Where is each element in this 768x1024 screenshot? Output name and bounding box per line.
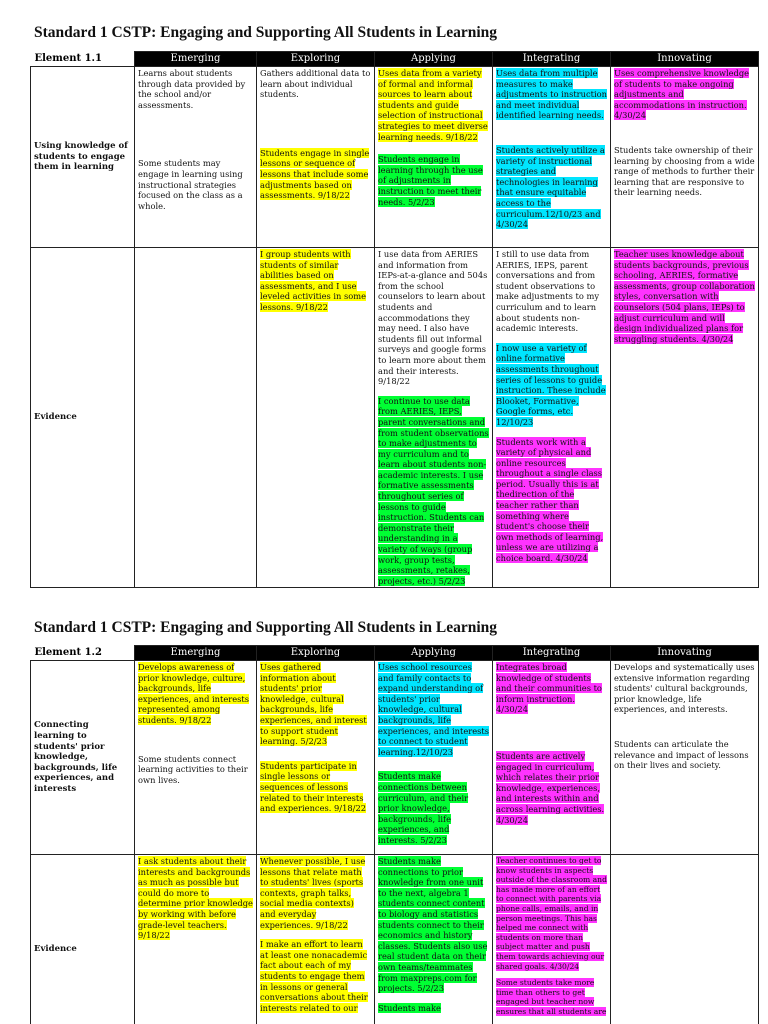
cell-integrating bbox=[493, 661, 611, 855]
cell-text: Students make connections between curriculum, and their prior knowledge, backgrounds, life experiences, and interests. 5/2/23 bbox=[378, 771, 469, 845]
row-label: Evidence bbox=[31, 855, 135, 1024]
element-1-1-table bbox=[30, 51, 759, 588]
cell-applying bbox=[375, 248, 493, 588]
col-innovating: Innovating bbox=[611, 646, 759, 661]
row-label: Evidence bbox=[31, 248, 135, 588]
row-label: Connecting learning to students' prior knowledge, backgrounds, life experiences, and interests bbox=[31, 661, 135, 855]
col-exploring: Exploring bbox=[257, 52, 375, 67]
cell-text: Students work with a variety of physical and online resources throughout a single class period. Usually this is at thedirection of the teacher rather than something where student's choose their own methods of learning, unless we are utilizing a choice board. 4/30/24 bbox=[496, 436, 604, 564]
col-integrating: Integrating bbox=[493, 646, 611, 661]
cell-text: Teacher uses knowledge about students backgrounds, previous schooling, AERIES, formative assessments, group collaboration styles, conversation with counselors (504 plans, IEPs) to adjust curriculum and will design individualized plans for struggling students. 4/30/24 bbox=[614, 249, 755, 344]
cell-text: I now use a variety of online formative assessments throughout series of lessons to guide instruction. These include Blooket, Formative, Google forms, etc. 12/10/23 bbox=[496, 342, 606, 427]
col-applying: Applying bbox=[375, 646, 493, 661]
cell-exploring bbox=[257, 661, 375, 855]
cell-text: Students make bbox=[378, 1002, 441, 1013]
col-innovating: Innovating bbox=[611, 52, 759, 67]
cell-text: Learns about students through data provided by the school and/or assessments. bbox=[138, 68, 246, 110]
cell-text: I group students with students of similar abilities based on assessments, and I use leveled activities in some lessons. 9/18/22 bbox=[260, 249, 367, 312]
cell-emerging bbox=[135, 661, 257, 855]
cell-text: Some students connect learning activities to their own lives. bbox=[138, 753, 248, 785]
element-1-2-table bbox=[30, 645, 759, 1024]
table-row bbox=[31, 67, 759, 248]
cell-text: Uses gathered information about students' prior knowledge, cultural backgrounds, life experiences, and interest to support student learning. 5/2/23 bbox=[260, 662, 367, 747]
cell-text: Students can articulate the relevance and impact of lessons on their lives and society. bbox=[614, 738, 749, 771]
cell-innovating bbox=[611, 661, 759, 855]
cell-text: Students engage in single lessons or sequence of lessons that include some adjustments based on assessments. 9/18/22 bbox=[260, 147, 370, 201]
cell-innovating bbox=[611, 67, 759, 248]
element-label: Element 1.1 bbox=[31, 52, 135, 67]
cell-text: Students make connections to prior knowledge from one unit to the next, algebra 1 students connect content to biology and statistics students connect to their economics and history classes. Students also use real student data on their own teams/teammates from maxpreps.com for projects. 5/2/23 bbox=[378, 856, 488, 994]
col-emerging: Emerging bbox=[135, 52, 257, 67]
cell-text: Some students take more time than others to get engaged but teacher now ensures that all students are bbox=[496, 978, 607, 1016]
cell-text: Uses comprehensive knowledge of students to make ongoing adjustments and accommodations in instruction. 4/30/24 bbox=[614, 68, 750, 121]
cell-emerging bbox=[135, 67, 257, 248]
cell-emerging bbox=[135, 248, 257, 588]
col-emerging: Emerging bbox=[135, 646, 257, 661]
element-label: Element 1.2 bbox=[31, 646, 135, 661]
cell-exploring bbox=[257, 855, 375, 1024]
cell-innovating bbox=[611, 855, 759, 1024]
cell-exploring bbox=[257, 248, 375, 588]
cell-text: Develops awareness of prior knowledge, culture, backgrounds, life experiences, and interests represented among students. 9/18/22 bbox=[138, 662, 249, 725]
cell-text: Uses data from a variety of formal and informal sources to learn about students and guide selection of instructional strategies to meet diverse learning needs. 9/18/22 bbox=[378, 68, 488, 142]
cell-text: Students take ownership of their learning by choosing from a wide range of methods to further their learning that are responsive to their learning needs. bbox=[614, 144, 755, 198]
cell-text: Students participate in single lessons or sequences of lessons related to their interests and experiences. 9/18/22 bbox=[260, 760, 366, 814]
cell-innovating bbox=[611, 248, 759, 588]
cell-text: Uses school resources and family contacts to expand understanding of students' prior knowledge, cultural backgrounds, life experiences, and interests to connect to student learning.12/10/23 bbox=[378, 662, 489, 757]
cell-emerging bbox=[135, 855, 257, 1024]
cell-text: I ask students about their interests and backgrounds as much as possible but could do more to determine prior knowledge by working with before grade-level teachers. 9/18/22 bbox=[138, 856, 253, 941]
cell-text: Teacher continues to get to know students in aspects outside of the classroom and has made more of an effort to connect with parents via phone calls, emails, and in person meetings. This has helped me connect with students on more than subject matter and push them towards achieving our shared goals. 4/30/24 bbox=[496, 856, 607, 971]
col-integrating: Integrating bbox=[493, 52, 611, 67]
cell-text: Develops and systematically uses extensive information regarding students' cultural backgrounds, prior knowledge, life experiences, and interests. bbox=[614, 662, 755, 715]
cell-text: Students engage in learning through the use of adjustments in instruction to meet their needs. 5/2/23 bbox=[378, 154, 483, 207]
header-row bbox=[31, 52, 759, 67]
cell-text: Students actively utilize a variety of instructional strategies and technologies in learning that ensure equitable access to the curriculum.12/10/23 and 4/30/24 bbox=[496, 144, 605, 230]
cell-applying bbox=[375, 855, 493, 1024]
cell-text: Gathers additional data to learn about individual students. bbox=[260, 68, 371, 100]
table-row bbox=[31, 248, 759, 588]
cell-exploring bbox=[257, 67, 375, 248]
cell-text: Uses data from multiple measures to make adjustments to instruction and meet individual identified learning needs. bbox=[496, 68, 607, 121]
table-row bbox=[31, 661, 759, 855]
cell-applying bbox=[375, 67, 493, 248]
header-row bbox=[31, 646, 759, 661]
cell-text: I use data from AERIES and information from IEPs-at-a-glance and 504s from the school counselors to learn about students and accommodations they may need. I also have students fill out informal surveys and google forms to learn more about them and their interests. 9/18/22 bbox=[378, 249, 488, 387]
cell-text: Students are actively engaged in curriculum, which relates their prior knowledge, experiences, and interests within and across learning activities. 4/30/24 bbox=[496, 750, 605, 825]
row-label: Using knowledge of students to engage them in learning bbox=[31, 67, 135, 248]
cell-integrating bbox=[493, 855, 611, 1024]
cell-text: Integrates broad knowledge of students and their communities to inform instruction. 4/30/24 bbox=[496, 662, 602, 715]
col-exploring: Exploring bbox=[257, 646, 375, 661]
cell-text: I make an effort to learn at least one nonacademic fact about each of my students to engage them in lessons or general conversations about their interests related to our bbox=[260, 939, 368, 1013]
cell-text: Some students may engage in learning using instructional strategies focused on the class as a whole. bbox=[138, 158, 243, 211]
section-1-title: Standard 1 CSTP: Engaging and Supporting All Students in Learning bbox=[34, 24, 497, 41]
cell-applying bbox=[375, 661, 493, 855]
section-2-title: Standard 1 CSTP: Engaging and Supporting All Students in Learning bbox=[34, 619, 497, 636]
cell-text: I still to use data from AERIES, IEPS, parent conversations and from student observations to make adjustments to my curriculum and to learn about students non-academic interests. bbox=[496, 249, 600, 334]
table-row bbox=[31, 855, 759, 1024]
cell-text: Whenever possible, I use lessons that relate math to students' lives (sports contexts, graph talks, social media contexts) and everyday experiences. 9/18/22 bbox=[260, 856, 366, 930]
cell-integrating bbox=[493, 67, 611, 248]
cell-text: I continue to use data from AERIES, IEPS, parent conversations and from student observations to make adjustments to my curriculum and to learn about students non-academic interests. I use formative assessments throughout series of lessons to guide instruction. Students can demonstrate their understanding in a variety of ways (group work, group tests, assessments, retakes, projects, etc.) 5/2/23 bbox=[378, 395, 489, 586]
cell-integrating bbox=[493, 248, 611, 588]
col-applying: Applying bbox=[375, 52, 493, 67]
